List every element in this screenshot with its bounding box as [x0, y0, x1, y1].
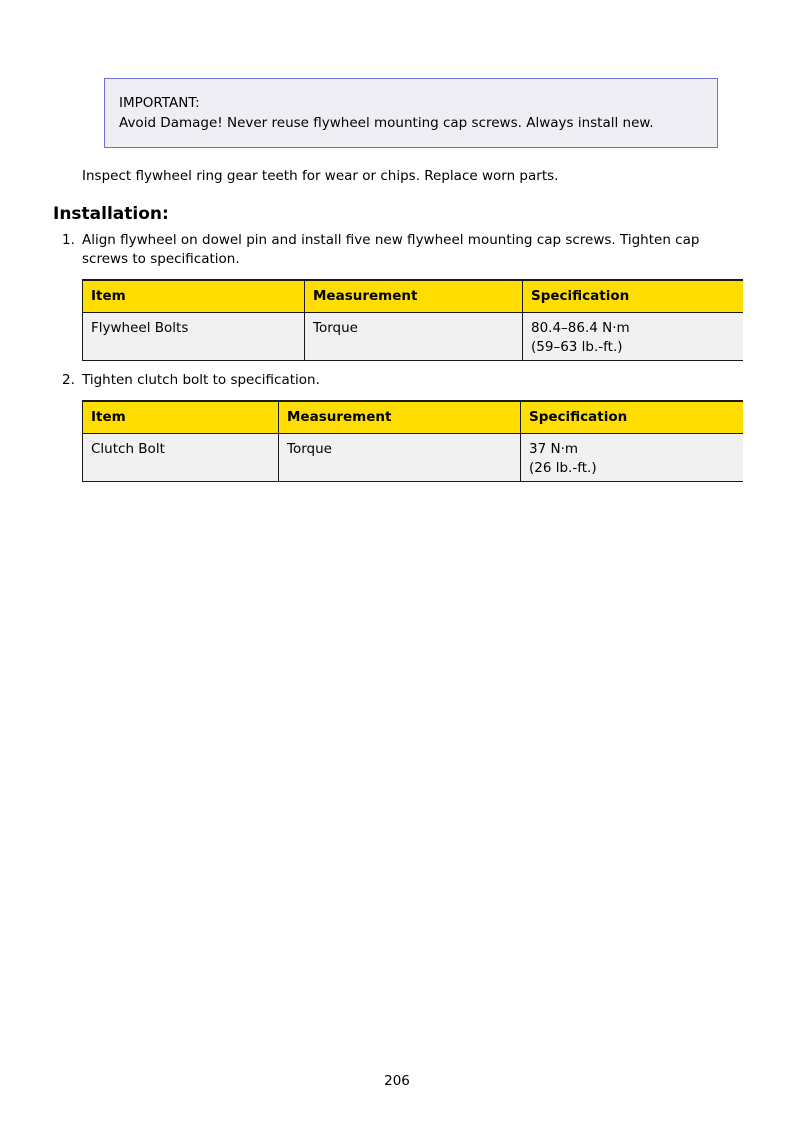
cell-item: Clutch Bolt [83, 434, 279, 482]
page-number: 206 [384, 1073, 410, 1089]
header-item: Item [83, 401, 279, 434]
cell-item: Flywheel Bolts [83, 313, 305, 361]
step-number: 2. [62, 372, 75, 388]
header-specification: Specification [523, 280, 743, 313]
step-text: Tighten clutch bolt to specification. [82, 372, 320, 388]
installation-heading: Installation: [53, 204, 169, 224]
table-row [83, 434, 743, 482]
clutch-spec-table [82, 400, 743, 482]
inspect-paragraph: Inspect flywheel ring gear teeth for wear or chips. Replace worn parts. [82, 168, 559, 184]
spec-metric: 80.4–86.4 N·m [531, 320, 630, 336]
step-number: 1. [62, 232, 75, 248]
spec-imperial: (26 lb.-ft.) [529, 460, 597, 476]
header-item: Item [83, 280, 305, 313]
notice-message: Avoid Damage! Never reuse flywheel mounting cap screws. Always install new. [119, 115, 654, 131]
spec-imperial: (59–63 lb.-ft.) [531, 339, 623, 355]
cell-measurement: Torque [305, 313, 523, 361]
header-measurement: Measurement [279, 401, 521, 434]
table-row [83, 313, 743, 361]
spec-metric: 37 N·m [529, 441, 579, 457]
header-specification: Specification [521, 401, 743, 434]
flywheel-spec-table [82, 279, 743, 361]
cell-specification [523, 313, 743, 361]
table-header-row [83, 280, 743, 313]
header-measurement: Measurement [305, 280, 523, 313]
cell-measurement: Torque [279, 434, 521, 482]
important-notice-box [104, 78, 718, 148]
cell-specification [521, 434, 743, 482]
notice-label: IMPORTANT: [119, 95, 200, 111]
step-text: Align flywheel on dowel pin and install five new flywheel mounting cap screws. Tighten cap screws to specification. [82, 232, 700, 267]
table-header-row [83, 401, 743, 434]
